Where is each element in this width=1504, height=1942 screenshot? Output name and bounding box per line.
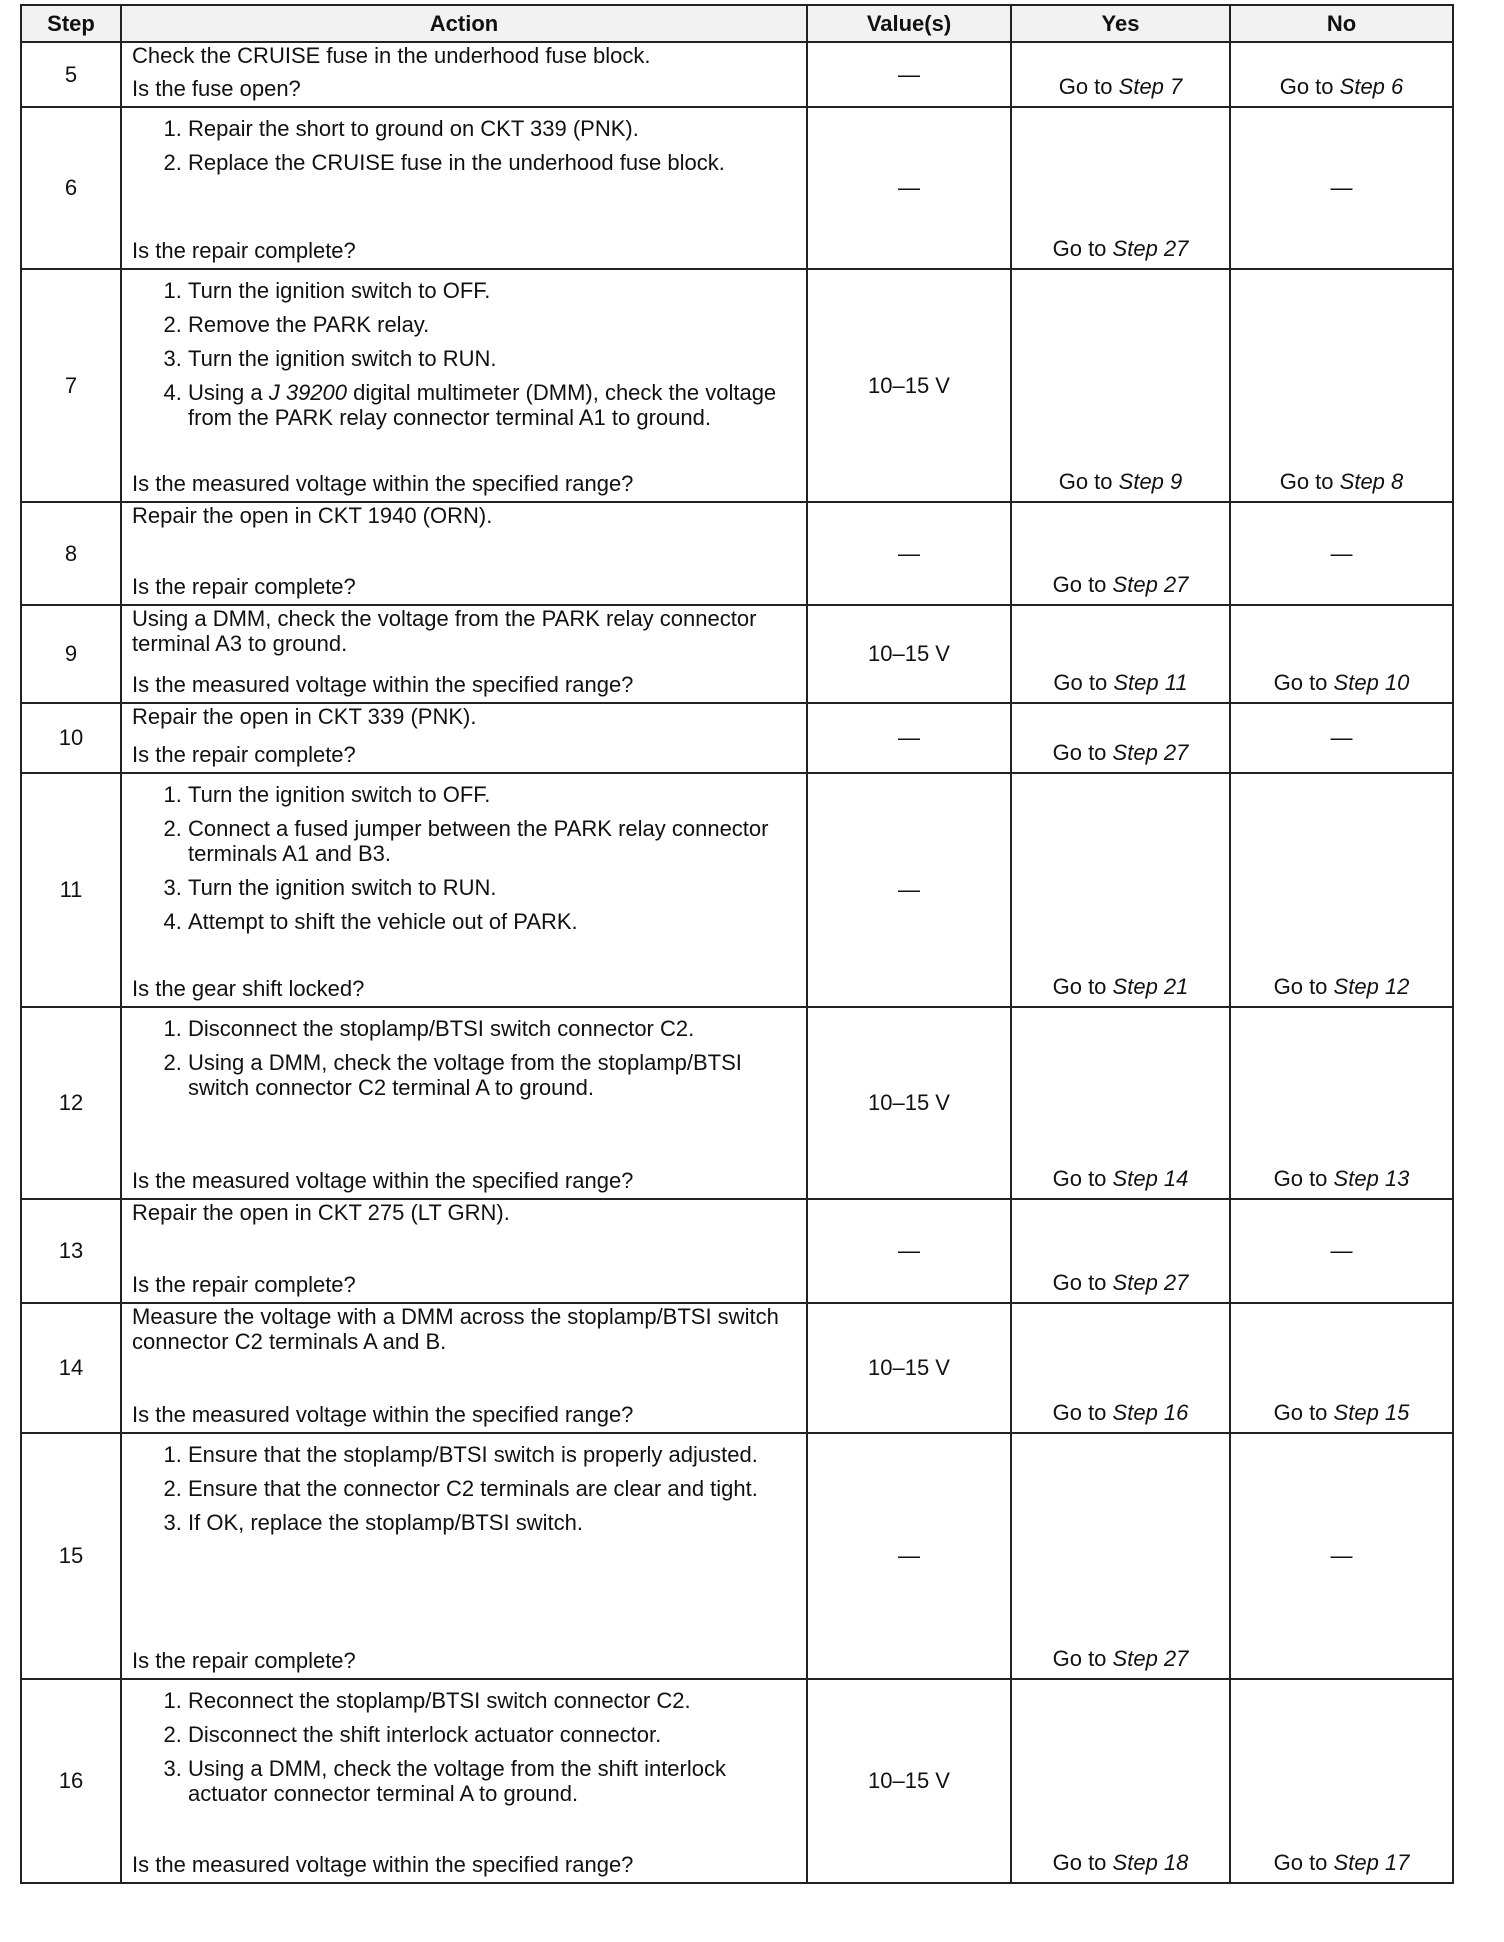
procedure-step: 3. Turn the ignition switch to RUN. bbox=[188, 875, 798, 900]
action-content bbox=[132, 606, 798, 697]
action-content bbox=[132, 774, 798, 1001]
goto-step-ref[interactable]: Step 7 bbox=[1118, 74, 1183, 99]
action-question: Is the measured voltage within the specified range? bbox=[132, 1402, 634, 1427]
step-number: 15 bbox=[21, 1433, 121, 1679]
goto-step-ref[interactable]: Step 21 bbox=[1112, 974, 1189, 999]
procedure-list bbox=[132, 116, 798, 175]
yes-cell bbox=[1011, 1007, 1230, 1199]
step-text: Using a bbox=[188, 380, 263, 405]
procedure-step: 1. Reconnect the stoplamp/BTSI switch connector C2. bbox=[188, 1688, 798, 1713]
tool-name: J 39200 bbox=[268, 380, 348, 405]
procedure-list bbox=[132, 1688, 798, 1806]
goto-label: Go to bbox=[1052, 1166, 1107, 1191]
step-number: 9 bbox=[21, 605, 121, 703]
table-row bbox=[21, 1007, 1453, 1199]
table-row bbox=[21, 107, 1453, 269]
goto-step-ref[interactable]: Step 8 bbox=[1339, 469, 1404, 494]
step-number: 16 bbox=[21, 1679, 121, 1883]
table-row bbox=[21, 1679, 1453, 1883]
procedure-list bbox=[132, 1442, 798, 1535]
no-cell bbox=[1230, 1007, 1453, 1199]
step-number: 8 bbox=[21, 502, 121, 605]
action-intro: Repair the open in CKT 339 (PNK). bbox=[132, 704, 477, 729]
value-cell: — bbox=[807, 773, 1011, 1007]
procedure-step: 2. Using a DMM, check the voltage from the stoplamp/BTSI switch connector C2 terminal A to ground. bbox=[188, 1050, 798, 1100]
action-body bbox=[132, 704, 798, 729]
action-cell bbox=[121, 773, 807, 1007]
yes-cell bbox=[1011, 269, 1230, 502]
step-number: 13 bbox=[21, 1199, 121, 1303]
yes-cell bbox=[1011, 1303, 1230, 1433]
goto-label: Go to bbox=[1052, 572, 1107, 597]
action-body bbox=[132, 1434, 798, 1544]
value-cell: — bbox=[807, 1199, 1011, 1303]
action-cell bbox=[121, 269, 807, 502]
step-number: 12 bbox=[21, 1007, 121, 1199]
action-content bbox=[132, 1680, 798, 1877]
action-body bbox=[132, 1680, 798, 1815]
goto-label: Go to bbox=[1273, 1166, 1328, 1191]
procedure-step: 2. Disconnect the shift interlock actuator connector. bbox=[188, 1722, 798, 1747]
goto-label: Go to bbox=[1058, 74, 1113, 99]
goto-step-ref[interactable]: Step 27 bbox=[1112, 236, 1189, 261]
no-cell: — bbox=[1230, 107, 1453, 269]
value-cell: 10–15 V bbox=[807, 1303, 1011, 1433]
action-cell bbox=[121, 703, 807, 773]
goto-step-ref[interactable]: Step 27 bbox=[1112, 740, 1189, 765]
goto-step-ref[interactable]: Step 16 bbox=[1112, 1400, 1189, 1425]
action-cell bbox=[121, 502, 807, 605]
yes-cell bbox=[1011, 703, 1230, 773]
table-row bbox=[21, 1433, 1453, 1679]
step-number: 11 bbox=[21, 773, 121, 1007]
step-text: digital multimeter (DMM), check the voltage from the PARK relay connector terminal A1 to ground. bbox=[188, 380, 777, 430]
action-question: Is the repair complete? bbox=[132, 1272, 356, 1297]
action-intro: Check the CRUISE fuse in the underhood fuse block. bbox=[132, 43, 651, 68]
action-question: Is the measured voltage within the specified range? bbox=[132, 1168, 634, 1193]
goto-label: Go to bbox=[1052, 1850, 1107, 1875]
action-body bbox=[132, 43, 798, 68]
action-question: Is the measured voltage within the specified range? bbox=[132, 672, 634, 697]
goto-label: Go to bbox=[1052, 236, 1107, 261]
no-cell bbox=[1230, 1303, 1453, 1433]
action-content bbox=[132, 704, 798, 767]
header-action: Action bbox=[121, 5, 807, 42]
action-cell bbox=[121, 1433, 807, 1679]
goto-step-ref[interactable]: Step 18 bbox=[1112, 1850, 1189, 1875]
action-cell bbox=[121, 1199, 807, 1303]
action-cell bbox=[121, 1303, 807, 1433]
procedure-list bbox=[132, 1016, 798, 1100]
diagnostic-table bbox=[20, 4, 1454, 1884]
step-number: 14 bbox=[21, 1303, 121, 1433]
value-cell: — bbox=[807, 502, 1011, 605]
step-number: 7 bbox=[21, 269, 121, 502]
header-row bbox=[21, 5, 1453, 42]
goto-step-ref[interactable]: Step 14 bbox=[1112, 1166, 1189, 1191]
action-body bbox=[132, 606, 798, 656]
no-cell bbox=[1230, 269, 1453, 502]
goto-step-ref[interactable]: Step 10 bbox=[1333, 670, 1410, 695]
action-body bbox=[132, 1304, 798, 1354]
action-body bbox=[132, 270, 798, 439]
yes-cell bbox=[1011, 107, 1230, 269]
value-cell: — bbox=[807, 42, 1011, 107]
goto-step-ref[interactable]: Step 17 bbox=[1333, 1850, 1410, 1875]
procedure-step: 2. Replace the CRUISE fuse in the underhood fuse block. bbox=[188, 150, 798, 175]
table-row bbox=[21, 1303, 1453, 1433]
action-question: Is the repair complete? bbox=[132, 574, 356, 599]
no-cell: — bbox=[1230, 502, 1453, 605]
goto-step-ref[interactable]: Step 13 bbox=[1333, 1166, 1410, 1191]
table-row bbox=[21, 703, 1453, 773]
action-body bbox=[132, 774, 798, 943]
action-content bbox=[132, 43, 798, 101]
goto-label: Go to bbox=[1052, 1400, 1107, 1425]
action-content bbox=[132, 1304, 798, 1427]
step-number: 10 bbox=[21, 703, 121, 773]
action-cell bbox=[121, 1007, 807, 1199]
no-cell bbox=[1230, 605, 1453, 703]
diagnostic-table-page bbox=[20, 4, 1452, 1884]
value-cell: 10–15 V bbox=[807, 1007, 1011, 1199]
procedure-step: 1. Ensure that the stoplamp/BTSI switch is properly adjusted. bbox=[188, 1442, 798, 1467]
goto-label: Go to bbox=[1279, 469, 1334, 494]
goto-step-ref[interactable]: Step 12 bbox=[1333, 974, 1410, 999]
goto-step-ref[interactable]: Step 27 bbox=[1112, 572, 1189, 597]
step-number: 6 bbox=[21, 107, 121, 269]
table-row bbox=[21, 502, 1453, 605]
action-content bbox=[132, 270, 798, 496]
procedure-step: 3. Using a DMM, check the voltage from the shift interlock actuator connector terminal A to ground. bbox=[188, 1756, 798, 1806]
goto-label: Go to bbox=[1052, 740, 1107, 765]
goto-label: Go to bbox=[1273, 670, 1328, 695]
procedure-step: 2. Ensure that the connector C2 terminals are clear and tight. bbox=[188, 1476, 798, 1501]
action-cell bbox=[121, 605, 807, 703]
procedure-step: 2. Connect a fused jumper between the PARK relay connector terminals A1 and B3. bbox=[188, 816, 798, 866]
action-body bbox=[132, 503, 798, 528]
procedure-list bbox=[132, 278, 798, 430]
goto-step-ref[interactable]: Step 11 bbox=[1113, 670, 1188, 695]
goto-label: Go to bbox=[1052, 974, 1107, 999]
action-content bbox=[132, 1008, 798, 1193]
goto-label: Go to bbox=[1279, 74, 1334, 99]
action-question: Is the repair complete? bbox=[132, 742, 356, 767]
header-no: No bbox=[1230, 5, 1453, 42]
action-intro: Using a DMM, check the voltage from the PARK relay connector terminal A3 to ground. bbox=[132, 606, 757, 656]
no-cell bbox=[1230, 1679, 1453, 1883]
goto-label: Go to bbox=[1053, 670, 1108, 695]
procedure-step: 1. Turn the ignition switch to OFF. bbox=[188, 278, 798, 303]
procedure-step bbox=[188, 380, 798, 430]
header-yes: Yes bbox=[1011, 5, 1230, 42]
step-number: 5 bbox=[21, 42, 121, 107]
yes-cell bbox=[1011, 42, 1230, 107]
action-body bbox=[132, 1008, 798, 1109]
table-row bbox=[21, 269, 1453, 502]
procedure-step: 3. Turn the ignition switch to RUN. bbox=[188, 346, 798, 371]
action-body bbox=[132, 108, 798, 184]
action-question: Is the repair complete? bbox=[132, 1648, 356, 1673]
no-cell: — bbox=[1230, 703, 1453, 773]
procedure-step: 1. Disconnect the stoplamp/BTSI switch connector C2. bbox=[188, 1016, 798, 1041]
header-values: Value(s) bbox=[807, 5, 1011, 42]
goto-label: Go to bbox=[1058, 469, 1113, 494]
action-cell bbox=[121, 107, 807, 269]
goto-step-ref[interactable]: Step 6 bbox=[1339, 74, 1404, 99]
goto-label: Go to bbox=[1273, 1850, 1328, 1875]
action-content bbox=[132, 1434, 798, 1673]
action-question: Is the gear shift locked? bbox=[132, 976, 365, 1001]
goto-label: Go to bbox=[1273, 974, 1328, 999]
action-question: Is the fuse open? bbox=[132, 76, 301, 101]
action-intro: Measure the voltage with a DMM across the stoplamp/BTSI switch connector C2 terminals A and B. bbox=[132, 1304, 779, 1354]
goto-label: Go to bbox=[1052, 1646, 1107, 1671]
value-cell: 10–15 V bbox=[807, 605, 1011, 703]
action-question: Is the repair complete? bbox=[132, 238, 356, 263]
value-cell: 10–15 V bbox=[807, 1679, 1011, 1883]
value-cell: — bbox=[807, 703, 1011, 773]
action-question: Is the measured voltage within the specified range? bbox=[132, 471, 634, 496]
value-cell: 10–15 V bbox=[807, 269, 1011, 502]
no-cell bbox=[1230, 773, 1453, 1007]
table-row bbox=[21, 773, 1453, 1007]
procedure-list bbox=[132, 782, 798, 934]
value-cell: — bbox=[807, 1433, 1011, 1679]
procedure-step: 1. Repair the short to ground on CKT 339 (PNK). bbox=[188, 116, 798, 141]
procedure-step: 3. If OK, replace the stoplamp/BTSI switch. bbox=[188, 1510, 798, 1535]
table-row bbox=[21, 42, 1453, 107]
action-content bbox=[132, 503, 798, 599]
action-question: Is the measured voltage within the specified range? bbox=[132, 1852, 634, 1877]
yes-cell bbox=[1011, 502, 1230, 605]
action-cell bbox=[121, 42, 807, 107]
no-cell: — bbox=[1230, 1199, 1453, 1303]
yes-cell bbox=[1011, 1199, 1230, 1303]
yes-cell bbox=[1011, 773, 1230, 1007]
action-content bbox=[132, 1200, 798, 1297]
goto-label: Go to bbox=[1273, 1400, 1328, 1425]
goto-label: Go to bbox=[1052, 1270, 1107, 1295]
action-intro: Repair the open in CKT 1940 (ORN). bbox=[132, 503, 493, 528]
no-cell bbox=[1230, 42, 1453, 107]
goto-step-ref[interactable]: Step 9 bbox=[1118, 469, 1183, 494]
goto-step-ref[interactable]: Step 15 bbox=[1333, 1400, 1410, 1425]
action-body bbox=[132, 1200, 798, 1225]
yes-cell bbox=[1011, 605, 1230, 703]
header-step: Step bbox=[21, 5, 121, 42]
action-intro: Repair the open in CKT 275 (LT GRN). bbox=[132, 1200, 510, 1225]
table-row bbox=[21, 1199, 1453, 1303]
value-cell: — bbox=[807, 107, 1011, 269]
yes-cell bbox=[1011, 1679, 1230, 1883]
procedure-step: 4. Attempt to shift the vehicle out of PARK. bbox=[188, 909, 798, 934]
procedure-step: 1. Turn the ignition switch to OFF. bbox=[188, 782, 798, 807]
yes-cell bbox=[1011, 1433, 1230, 1679]
procedure-step: 2. Remove the PARK relay. bbox=[188, 312, 798, 337]
no-cell: — bbox=[1230, 1433, 1453, 1679]
table-row bbox=[21, 605, 1453, 703]
goto-step-ref[interactable]: Step 27 bbox=[1112, 1646, 1189, 1671]
goto-step-ref[interactable]: Step 27 bbox=[1112, 1270, 1189, 1295]
action-content bbox=[132, 108, 798, 263]
action-cell bbox=[121, 1679, 807, 1883]
